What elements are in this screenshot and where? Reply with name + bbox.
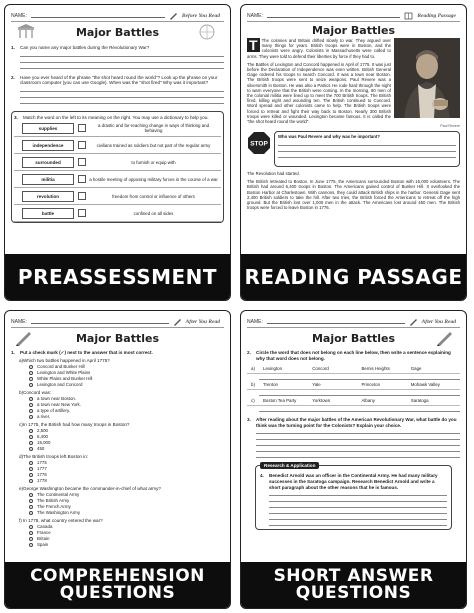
word-row-letter: c) xyxy=(251,398,255,404)
mc-option[interactable] xyxy=(11,414,224,420)
matching-row xyxy=(14,137,221,154)
option-bubble[interactable] xyxy=(29,383,33,387)
passage-paragraph-3: The Revolution had started. xyxy=(247,171,300,176)
page-title: Major Battles xyxy=(75,25,160,39)
mc-option-text: The Continental Army xyxy=(37,491,80,497)
mc-question-text: Which two battles happened in April 1775? xyxy=(23,357,110,363)
word-choice[interactable]: Concord xyxy=(312,366,329,372)
question-list xyxy=(11,358,224,548)
matching-term: independence xyxy=(22,140,74,151)
option-bubble[interactable] xyxy=(29,441,33,445)
stop-question-text: Who was Paul Revere and why was he important? xyxy=(278,134,380,139)
word-row-options xyxy=(247,396,460,406)
answer-line[interactable] xyxy=(269,520,447,526)
question-1: 1. Can you name any major battles during the Revolutionary War? xyxy=(11,45,150,50)
pencil-icon xyxy=(436,330,454,346)
option-bubble[interactable] xyxy=(29,493,33,497)
mc-option-text: 15,000 xyxy=(37,439,51,445)
option-bubble[interactable] xyxy=(29,479,33,483)
name-label: NAME: xyxy=(11,318,27,325)
instructions: 1. Put a check mark (✓) next to the answer that is most correct. xyxy=(11,350,153,355)
word-choice[interactable]: Bemis Heights xyxy=(361,366,390,372)
matching-term: battle xyxy=(22,208,74,219)
mc-option-text: 6,400 xyxy=(37,433,48,439)
mc-question-letter: f) xyxy=(19,517,22,523)
paul-revere-portrait xyxy=(394,38,460,118)
title-row xyxy=(11,22,224,42)
mc-question-text: In 1778, what country entered the war? xyxy=(23,517,103,523)
mc-question-letter: c) xyxy=(19,421,23,427)
matching-term: militia xyxy=(22,174,74,185)
title-row xyxy=(247,22,460,38)
passage-paragraph-1: The colonies and Britain drifted slowly to war. They argued over many things for years. British troops were in Boston, and the colonists were angry. Colonists in Massachusetts were called to arms. They were told to defend their liberties by force if they had to. xyxy=(247,38,391,59)
pencil-icon xyxy=(15,330,33,346)
name-line xyxy=(31,319,169,324)
passage-top xyxy=(247,38,460,128)
section-brand: After You Read xyxy=(421,318,456,325)
mc-question-letter: e) xyxy=(19,485,24,491)
question-2-text: Circle the word that does not belong on each line below, then write a sentence explaining why that word does not belong. xyxy=(256,350,451,361)
option-bubble[interactable] xyxy=(29,409,33,413)
word-row xyxy=(247,396,460,412)
mc-question-text: Concord was: xyxy=(23,389,52,395)
name-line xyxy=(267,319,405,324)
option-bubble[interactable] xyxy=(29,505,33,509)
matching-answer-box[interactable] xyxy=(78,141,86,149)
worksheet-page xyxy=(11,316,224,560)
matching-answer-box[interactable] xyxy=(78,175,86,183)
reading-passage-card[interactable] xyxy=(240,4,467,301)
name-label: NAME: xyxy=(247,318,263,325)
mc-question xyxy=(11,454,224,484)
question-2: 2. Circle the word that does not belong on each line below, then write a sentence explaining why that word does not belong. xyxy=(247,350,460,361)
mc-option-text: Lexington and White Plains xyxy=(37,369,91,375)
question-3-text: After reading about the major battles of the American Revolutionary War, what battle do you think was the turning point for the Colonists? Explain your choice. xyxy=(256,417,457,428)
worksheet-page xyxy=(247,316,460,560)
word-choice[interactable]: Lexington xyxy=(263,366,283,372)
name-label: NAME: xyxy=(247,12,263,19)
mc-option-text: Concord and Bunker Hill xyxy=(37,363,85,369)
answer-line[interactable] xyxy=(20,98,224,104)
globe-icon xyxy=(196,24,218,40)
word-row-letter: b) xyxy=(251,382,255,388)
name-line xyxy=(31,13,165,18)
answer-line[interactable] xyxy=(259,406,460,412)
matching-answer-box[interactable] xyxy=(78,124,86,132)
section-brand: Before You Read xyxy=(181,12,220,19)
mc-option[interactable] xyxy=(11,510,224,516)
comprehension-banner xyxy=(5,562,230,608)
mc-option-text: a town near Boston. xyxy=(37,395,77,401)
mc-option[interactable] xyxy=(11,478,224,484)
passage-paragraph-4: The British retreated to Boston. In June 1775, the Americans surrounded Boston with 15,000 volunteers. The British had around 6,400 troops in Boston. The Americans gained control of Bunker Hill. It overlooked the Boston Harbor at Charlestown. With cannons, they could attack British ships in the harbor. General Gage sent 2,400 British soldiers to take the hill. After two tries, the British forced the Americans to retreat off the high ground. But the British lost over 1,000 men in the attack. The Americans lost around 450 men. The British troops were forced to leave Boston in 1776. xyxy=(247,179,460,211)
page-title: Major Battles xyxy=(311,23,396,37)
matching-definition: to furnish or equip with xyxy=(131,159,176,165)
word-row-options xyxy=(247,364,460,374)
mc-option-text: White Plains and Bunker Hill xyxy=(37,375,93,381)
answer-line[interactable] xyxy=(20,63,224,69)
question-1-text: Can you name any major battles during the Revolutionary War? xyxy=(20,45,150,50)
word-row-letter: a) xyxy=(251,366,255,372)
mc-option-text: 1775 xyxy=(37,459,47,465)
option-bubble[interactable] xyxy=(29,499,33,503)
option-bubble[interactable] xyxy=(29,467,33,471)
word-choice[interactable]: Gage xyxy=(410,366,422,372)
mc-question-letter: b) xyxy=(19,389,24,395)
matching-definition: civilians trained as soldiers but not part of the regular army xyxy=(96,142,211,148)
option-bubble[interactable] xyxy=(29,371,33,375)
mc-option-text: a town near New York. xyxy=(37,401,81,407)
name-line xyxy=(267,13,401,18)
book-icon xyxy=(404,12,413,20)
mc-option[interactable] xyxy=(11,382,224,388)
mc-option-text: France xyxy=(37,529,51,535)
stop-question-box xyxy=(247,131,460,167)
worksheet-page xyxy=(11,10,224,252)
matching-answer-box[interactable] xyxy=(78,192,86,200)
mc-option-text: Spain xyxy=(37,541,49,547)
mc-option[interactable] xyxy=(11,446,224,452)
matching-list xyxy=(14,120,221,222)
mc-question xyxy=(11,358,224,388)
short-answer-card[interactable] xyxy=(240,310,467,609)
mc-option-text: Lexington and Concord xyxy=(37,381,83,387)
pencil-icon xyxy=(173,318,182,326)
mc-question xyxy=(11,422,224,452)
matching-definition: confined on all sides xyxy=(133,210,174,216)
page-title: Major Battles xyxy=(75,331,160,345)
section-brand: After You Read xyxy=(185,318,220,325)
word-row xyxy=(247,380,460,396)
option-bubble[interactable] xyxy=(29,415,33,419)
option-bubble[interactable] xyxy=(29,525,33,529)
portrait-figure xyxy=(394,38,460,128)
option-bubble[interactable] xyxy=(29,403,33,407)
section-brand: Reading Passage xyxy=(417,12,456,19)
option-bubble[interactable] xyxy=(29,543,33,547)
mc-option-text: The Washington Army xyxy=(37,509,81,515)
question-2-text: Have you ever heard of the phrase "the shot heard round the world"? Look up the phrase on your classroom computer (you can use Google). When was the "shot fired" Why was it important? xyxy=(20,74,218,86)
portrait-caption: Paul Revere xyxy=(440,124,460,128)
word-choice[interactable]: Yorktown xyxy=(312,398,331,404)
mc-option-text: 1777 xyxy=(37,465,47,471)
page-title: Major Battles xyxy=(311,331,396,345)
matching-term: supplies xyxy=(22,123,74,134)
answer-line[interactable] xyxy=(256,452,460,458)
option-bubble[interactable] xyxy=(29,461,33,465)
mc-option-text: a river. xyxy=(37,413,51,419)
mc-question-letter: a) xyxy=(19,357,24,363)
word-choice[interactable]: Albany xyxy=(361,398,375,404)
question-3: 3. Match the word on the left to its meaning on the right. You may use a dictionary to help you. xyxy=(14,114,209,120)
mc-question-text: In 1775, the British had how many troops in Boston? xyxy=(23,421,130,427)
mc-option-text: 450 xyxy=(37,445,45,451)
matching-row xyxy=(14,171,221,188)
word-choice[interactable]: Saratoga xyxy=(410,398,429,404)
mc-option-text: a type of artillery. xyxy=(37,407,71,413)
mc-option-text: 1776 xyxy=(37,471,47,477)
option-bubble[interactable] xyxy=(29,473,33,477)
page-header xyxy=(11,10,224,22)
word-choice[interactable]: Princeton xyxy=(361,382,381,388)
matching-definition: freedom from control or influence of others xyxy=(112,193,195,199)
banner-line-2: QUESTIONS xyxy=(59,583,176,603)
word-choice[interactable]: Mohawk Valley xyxy=(410,382,440,388)
mc-option[interactable] xyxy=(11,542,224,548)
passage-paragraph-2: The Battles of Lexington and Concord happened in April of 1775. It was just before the Declaration of Independence was even written. British General Gage ordered his troops to search Concord. It was a town near Boston. The British troops were sent to seize weapons. Paul Revere was a silversmith in Boston. He was also a Patriot. He rode hard through the night to warn everyone that the British were coming. In the morning, 80 men of the colonial militia were lined up to meet the 700 British troops. The British fired, killing eight and wounding ten. The British continued to Concord. Word spread and other colonists came to help. The British troops were forced to retreat and fight their way back to Boston. Nearly 300 British troops were killed or wounded. Lexington became famous. It is called the "the shot heard round the world". xyxy=(247,61,391,125)
matching-row xyxy=(14,120,221,137)
monument-icon xyxy=(15,24,37,40)
matching-definition: a hostile meeting of opposing military forces in the course of a war xyxy=(89,176,218,182)
worksheet-page xyxy=(247,10,460,252)
option-bubble[interactable] xyxy=(29,531,33,535)
mc-question xyxy=(11,390,224,420)
preassessment-banner: PREASSESSMENT xyxy=(5,254,230,300)
option-bubble[interactable] xyxy=(29,429,33,433)
passage-column xyxy=(247,38,394,128)
mc-option-text: Britain xyxy=(37,535,50,541)
mc-option-text: 1778 xyxy=(37,477,47,483)
question-3: 3. After reading about the major battles of the American Revolutionary War, what battle do you think was the turning point for the Colonists? Explain your choice. xyxy=(247,417,460,428)
stop-sign-icon xyxy=(247,131,271,155)
comprehension-card[interactable] xyxy=(4,310,231,609)
matching-box xyxy=(11,111,224,224)
mc-question-text: The British troops left Boston in: xyxy=(23,453,89,459)
question-4-text: Benedict Arnold was an officer in the Continental Army. He had many military successes in the Saratoga campaign. Research Benedict Arnold and write a short paragraph about the other reasons that he is famous. xyxy=(269,473,438,490)
page-header xyxy=(247,10,460,22)
option-bubble[interactable] xyxy=(29,537,33,541)
matching-definition: a drastic and far-reaching change in ways of thinking and behaving xyxy=(97,123,210,134)
matching-row xyxy=(14,154,221,171)
word-choice[interactable]: Boston Tea Party xyxy=(263,398,297,404)
matching-term: revolution xyxy=(22,191,74,202)
matching-term: surrounded xyxy=(22,157,74,168)
mc-question xyxy=(11,518,224,548)
banner-line-1: SHORT ANSWER xyxy=(273,566,434,586)
page-header xyxy=(11,316,224,328)
title-row xyxy=(11,328,224,348)
option-bubble[interactable] xyxy=(29,365,33,369)
page-header xyxy=(247,316,460,328)
option-bubble[interactable] xyxy=(29,435,33,439)
instructions-text: Put a check mark (✓) next to the answer that is most correct. xyxy=(20,350,153,355)
research-header: Research & Application xyxy=(260,462,319,469)
title-row xyxy=(247,328,460,348)
pencil-icon xyxy=(409,318,418,326)
short-answer-banner xyxy=(241,562,466,608)
word-rows xyxy=(247,364,460,412)
word-choice[interactable]: Yale xyxy=(312,382,321,388)
pencil-icon xyxy=(169,12,178,20)
stop-sign-label: STOP xyxy=(250,140,268,148)
reading-passage-banner: READING PASSAGE xyxy=(241,254,466,300)
mc-question xyxy=(11,486,224,516)
word-row-options xyxy=(247,380,460,390)
option-bubble[interactable] xyxy=(29,447,33,451)
drop-cap: T xyxy=(249,37,258,53)
mc-option-text: Canada xyxy=(37,523,53,529)
banner-line-1: COMPREHENSION xyxy=(30,566,205,586)
option-bubble[interactable] xyxy=(29,377,33,381)
research-box xyxy=(255,465,452,530)
matching-answer-box[interactable] xyxy=(78,158,86,166)
mc-option-text: The British Army xyxy=(37,497,70,503)
mc-question-letter: d) xyxy=(19,453,24,459)
question-3-text: Match the word on the left to its meaning on the right. You may use a dictionary to help you. xyxy=(23,114,209,120)
name-label: NAME: xyxy=(11,12,27,19)
stop-answer-box xyxy=(274,131,460,167)
option-bubble[interactable] xyxy=(29,511,33,515)
preassessment-card[interactable] xyxy=(4,4,231,301)
mc-question-text: George Washington became the commander-in-chief of what army? xyxy=(23,485,161,491)
banner-line-2: QUESTIONS xyxy=(295,583,412,603)
question-4: 4. Benedict Arnold was an officer in the Continental Army. He had many military successes in the Saratoga campaign. Research Benedict Arnold and write a short paragraph about the other reasons that he is famous. xyxy=(260,473,447,490)
answer-line[interactable] xyxy=(278,152,456,158)
matching-row xyxy=(14,188,221,205)
word-row xyxy=(247,364,460,380)
mc-option-text: 2,500 xyxy=(37,427,48,433)
matching-row xyxy=(14,205,221,222)
word-choice[interactable]: Trenton xyxy=(263,382,278,388)
matching-answer-box[interactable] xyxy=(78,209,86,217)
question-2: 2. Have you ever heard of the phrase "the shot heard round the world"? Look up the phrase on your classroom computer (you can use Google). When was the "shot fired" Why was it important? xyxy=(11,75,224,86)
option-bubble[interactable] xyxy=(29,397,33,401)
mc-option-text: The French Army xyxy=(37,503,71,509)
